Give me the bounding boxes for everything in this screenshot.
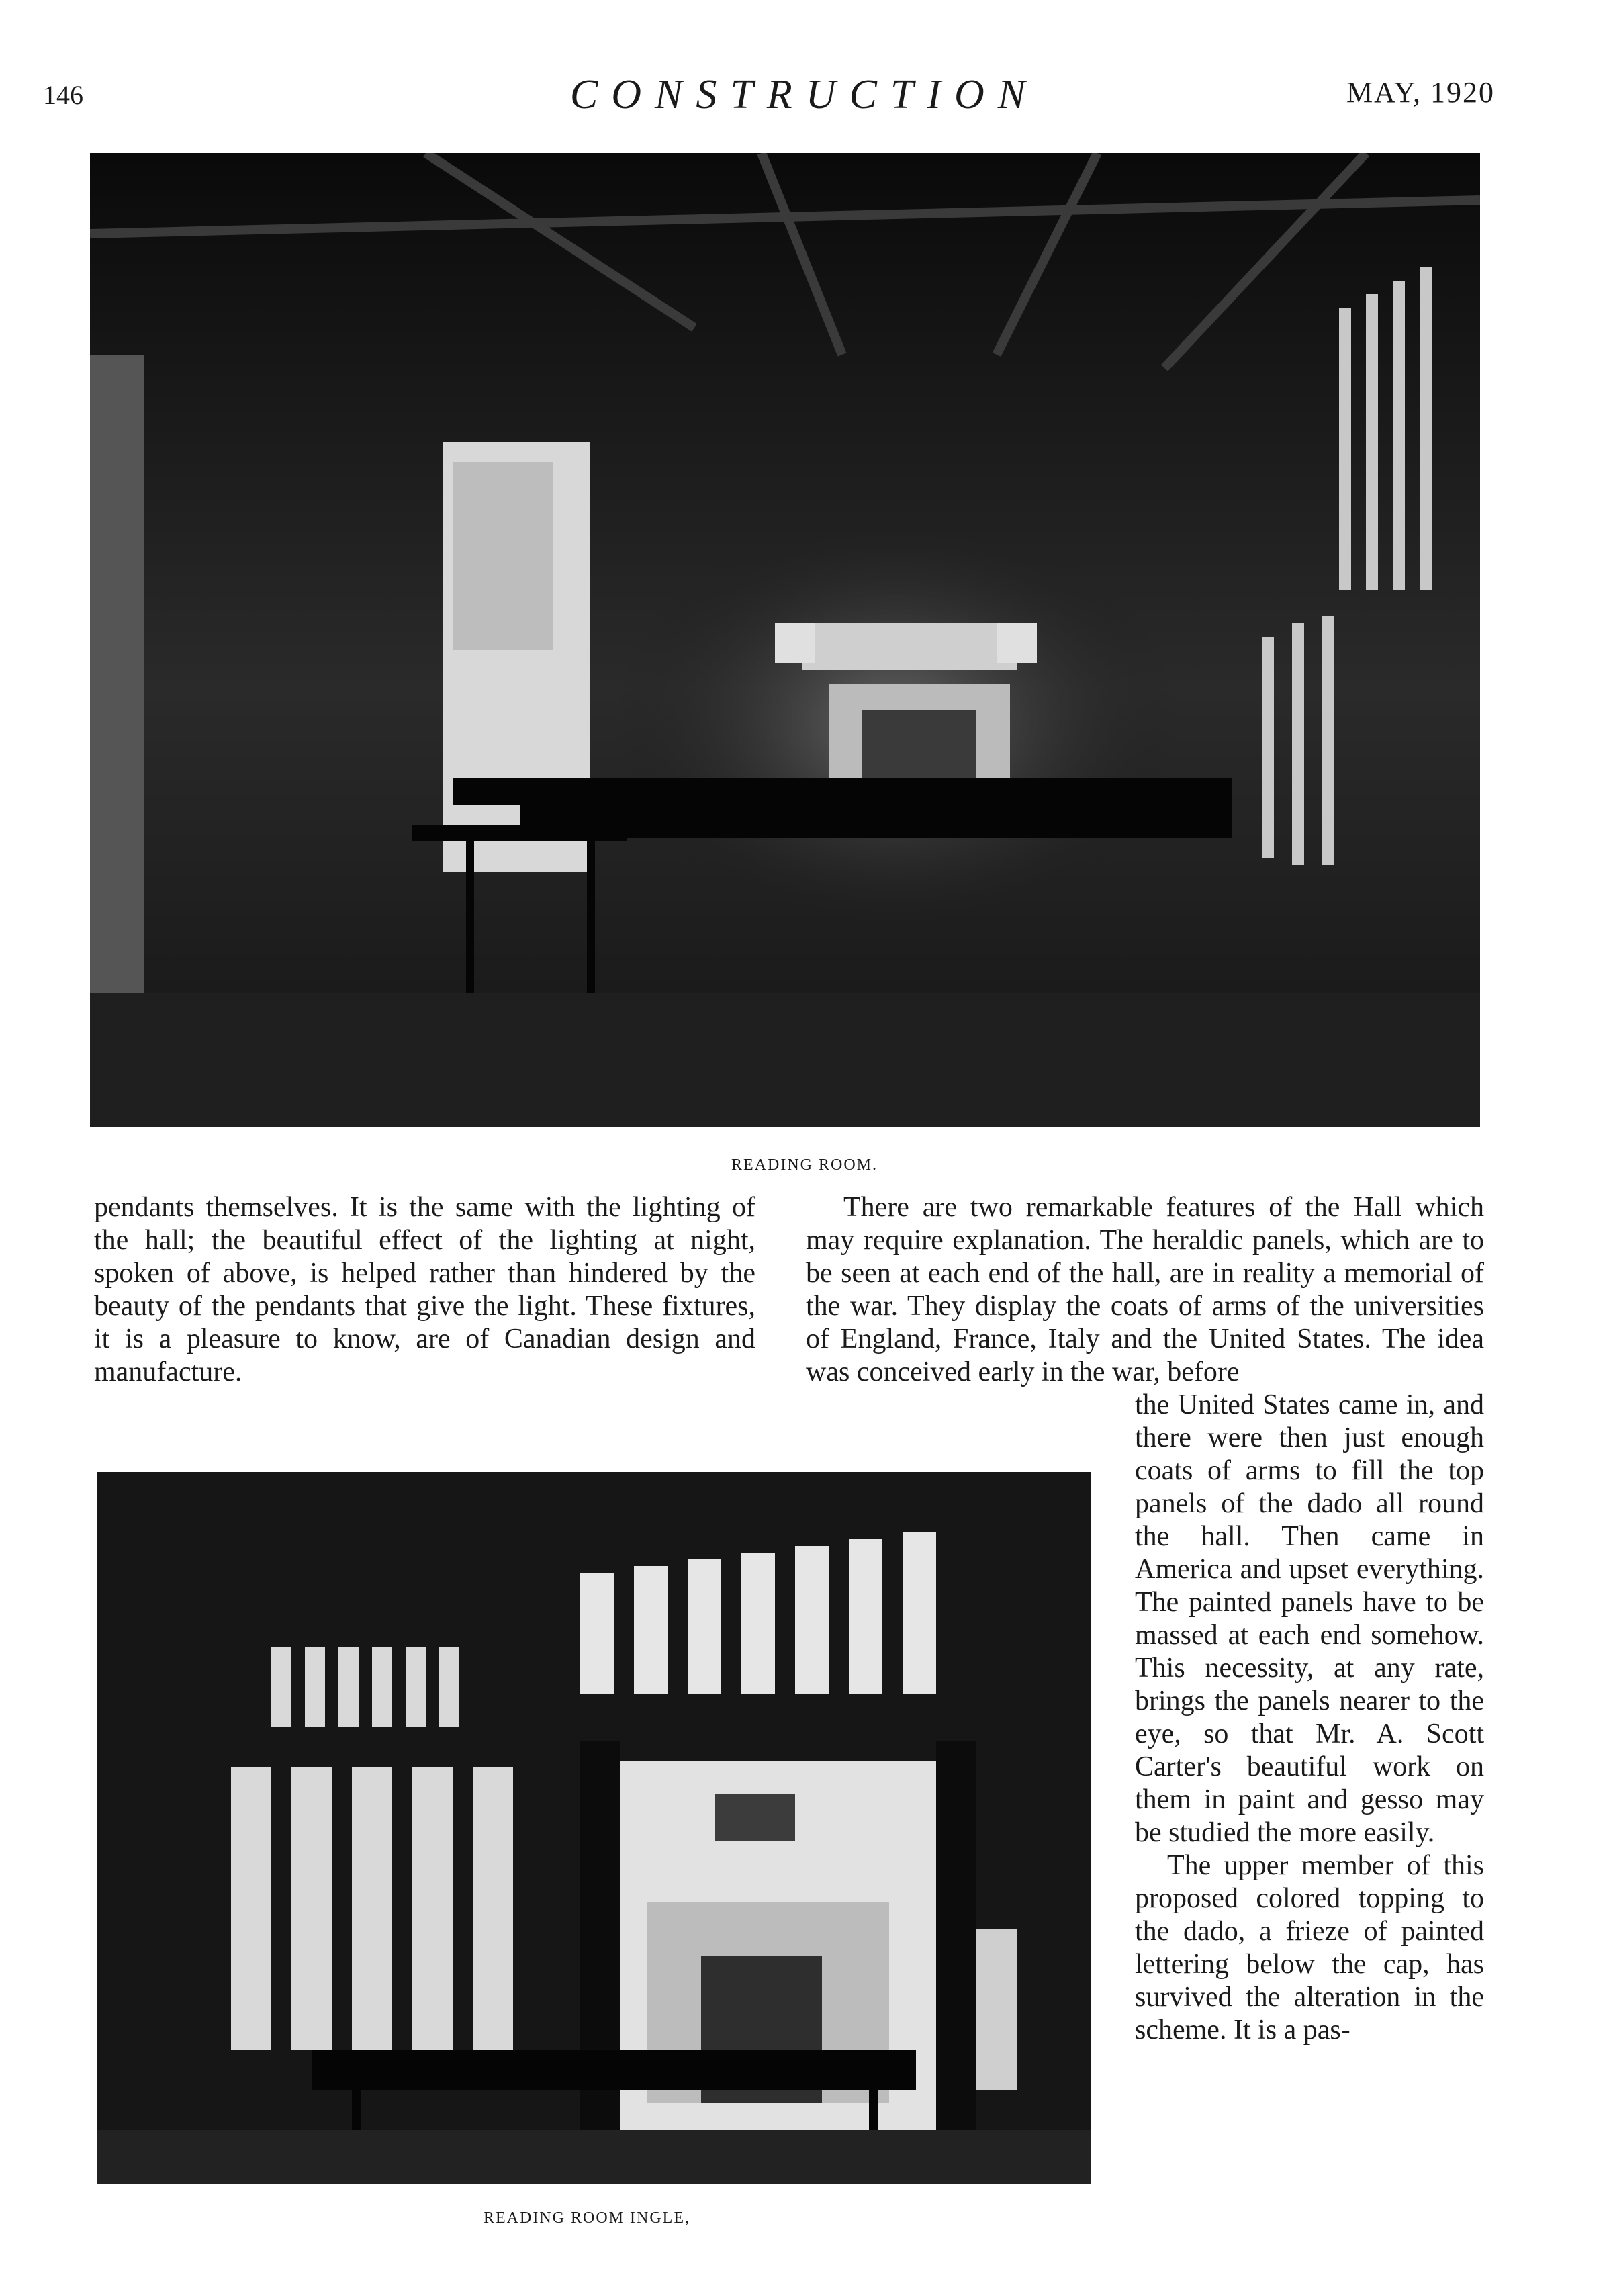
narrow-paragraph-1: the United States came in, and there were then just enough coats of arms to fill the top panels of the dado all round the hall. Then came in America and upset everything. The painted panels have to be massed at each end somehow. This necessity, at any rate, brings the panels nearer to the eye, so that Mr. A. Scott Carter's beautiful work on them in paint and gesso may be studied the more easily. xyxy=(1135,1389,1484,1848)
right-column-text: There are two remarkable features of the Hall which may require explanation. The heraldic panels, which are to be seen at each end of the hall, are in reality a memorial of the war. They display the coats of arms of the universities of England, France, Italy and the United States. The idea was conceived early in the war, before xyxy=(806,1192,1484,1387)
ingle-painting xyxy=(715,1794,795,1841)
issue-date: MAY, 1920 xyxy=(1346,76,1495,109)
heraldic-panel xyxy=(802,623,1017,670)
reading-room-caption: READING ROOM. xyxy=(731,1156,878,1174)
reading-room-ingle-photo xyxy=(97,1472,1091,2184)
running-title: CONSTRUCTION xyxy=(569,72,1040,118)
reading-room-image xyxy=(90,153,1480,1127)
reading-room-ingle-caption: READING ROOM INGLE, xyxy=(484,2209,690,2227)
page-number: 146 xyxy=(43,80,83,110)
right-column-narrow xyxy=(1135,1389,1484,2047)
reading-room-ingle-image xyxy=(97,1472,1091,2184)
reading-room-photo xyxy=(90,153,1480,1127)
narrow-paragraph-2: The upper member of this proposed colored topping to the dado, a frieze of painted lettering below the cap, has survived the alteration in the scheme. It is a pas- xyxy=(1135,1850,1484,2046)
left-column-text: pendants themselves. It is the same with the lighting of the hall; the beautiful effect of the lighting at night, spoken of above, is helped rather than hindered by the beauty of the pendants that give the light. These fixtures, it is a pleasure to know, are of Canadian design and manufacture. xyxy=(94,1192,755,1387)
